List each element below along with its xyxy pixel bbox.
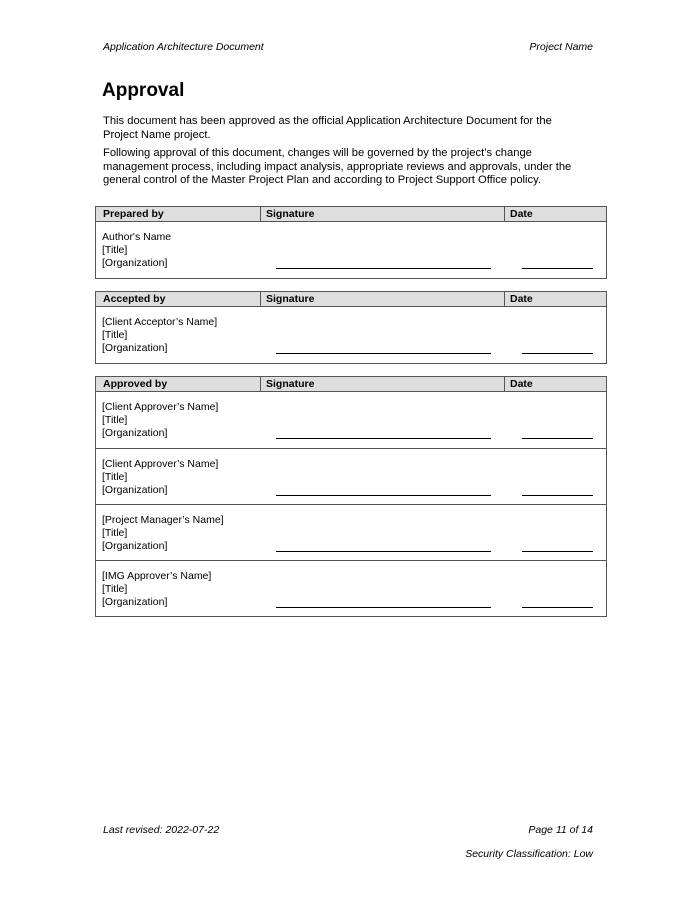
- footer-security-classification: Security Classification: Low: [465, 848, 593, 860]
- header-project-name: Project Name: [529, 41, 593, 53]
- column-header-accepted-by: Accepted by: [96, 292, 261, 306]
- signatory-name: [Client Acceptor’s Name]: [102, 316, 218, 328]
- column-header-prepared-by: Prepared by: [96, 207, 261, 221]
- table-row: [96, 392, 606, 448]
- column-header-signature: Signature: [261, 207, 505, 221]
- table-header: [96, 207, 606, 222]
- signatory-title: [Title]: [102, 243, 128, 256]
- column-header-signature: Signature: [261, 377, 505, 391]
- table-row: [96, 222, 606, 278]
- table-row: [96, 504, 606, 560]
- signatory-name: [IMG Approver’s Name]: [102, 570, 212, 582]
- signature-line[interactable]: [276, 353, 491, 354]
- page-title: Approval: [102, 80, 185, 101]
- signatory-organization: [Organization]: [102, 256, 168, 269]
- signatory-organization: [Organization]: [102, 426, 168, 439]
- signatory-title: [Title]: [102, 526, 128, 539]
- table-row: [96, 307, 606, 363]
- column-header-approved-by: Approved by: [96, 377, 261, 391]
- signatory-title: [Title]: [102, 413, 128, 426]
- signatory-info: [102, 316, 217, 354]
- signature-line[interactable]: [276, 438, 491, 439]
- signatory-info: [102, 231, 171, 269]
- signatory-name: [Project Manager’s Name]: [102, 514, 224, 526]
- signatory-info: [102, 570, 211, 608]
- signatory-info: [102, 514, 224, 552]
- signatory-info: [102, 458, 218, 496]
- signatory-name: [Client Approver’s Name]: [102, 458, 219, 470]
- table-header: [96, 292, 606, 307]
- table-row: [96, 448, 606, 504]
- signatory-name: Author's Name: [102, 231, 172, 243]
- column-header-date: Date: [510, 293, 533, 305]
- date-line[interactable]: [522, 551, 593, 552]
- signatory-info: [102, 401, 218, 439]
- date-line[interactable]: [522, 607, 593, 608]
- date-line[interactable]: [522, 268, 593, 269]
- approved-by-table: [95, 376, 607, 617]
- signatory-organization: [Organization]: [102, 539, 168, 552]
- signatory-organization: [Organization]: [102, 483, 168, 496]
- signature-line[interactable]: [276, 551, 491, 552]
- date-line[interactable]: [522, 495, 593, 496]
- footer-last-revised: Last revised: 2022-07-22: [103, 824, 220, 836]
- footer-page-number: Page 11 of 14: [528, 824, 593, 836]
- intro-paragraph: This document has been approved as the official Application Architecture Document for the Project Name project.: [103, 115, 552, 141]
- table-row: [96, 560, 606, 616]
- prepared-by-table: [95, 206, 607, 279]
- column-header-date: Date: [510, 208, 533, 220]
- table-header: [96, 377, 606, 392]
- governance-paragraph: Following approval of this document, changes will be governed by the project’s change management process, including impact analysis, appropriate reviews and approvals, under the general control of the Master Project Plan and according to Project Support Office policy.: [103, 147, 572, 186]
- date-line[interactable]: [522, 438, 593, 439]
- signature-line[interactable]: [276, 607, 491, 608]
- signature-line[interactable]: [276, 268, 491, 269]
- signatory-organization: [Organization]: [102, 341, 168, 354]
- header-document-title: Application Architecture Document: [103, 41, 264, 53]
- signatory-title: [Title]: [102, 582, 128, 595]
- column-header-date: Date: [510, 378, 533, 390]
- signatory-title: [Title]: [102, 470, 128, 483]
- signature-line[interactable]: [276, 495, 491, 496]
- accepted-by-table: [95, 291, 607, 364]
- column-header-signature: Signature: [261, 292, 505, 306]
- signatory-title: [Title]: [102, 328, 128, 341]
- signatory-organization: [Organization]: [102, 595, 168, 608]
- signatory-name: [Client Approver’s Name]: [102, 401, 219, 413]
- date-line[interactable]: [522, 353, 593, 354]
